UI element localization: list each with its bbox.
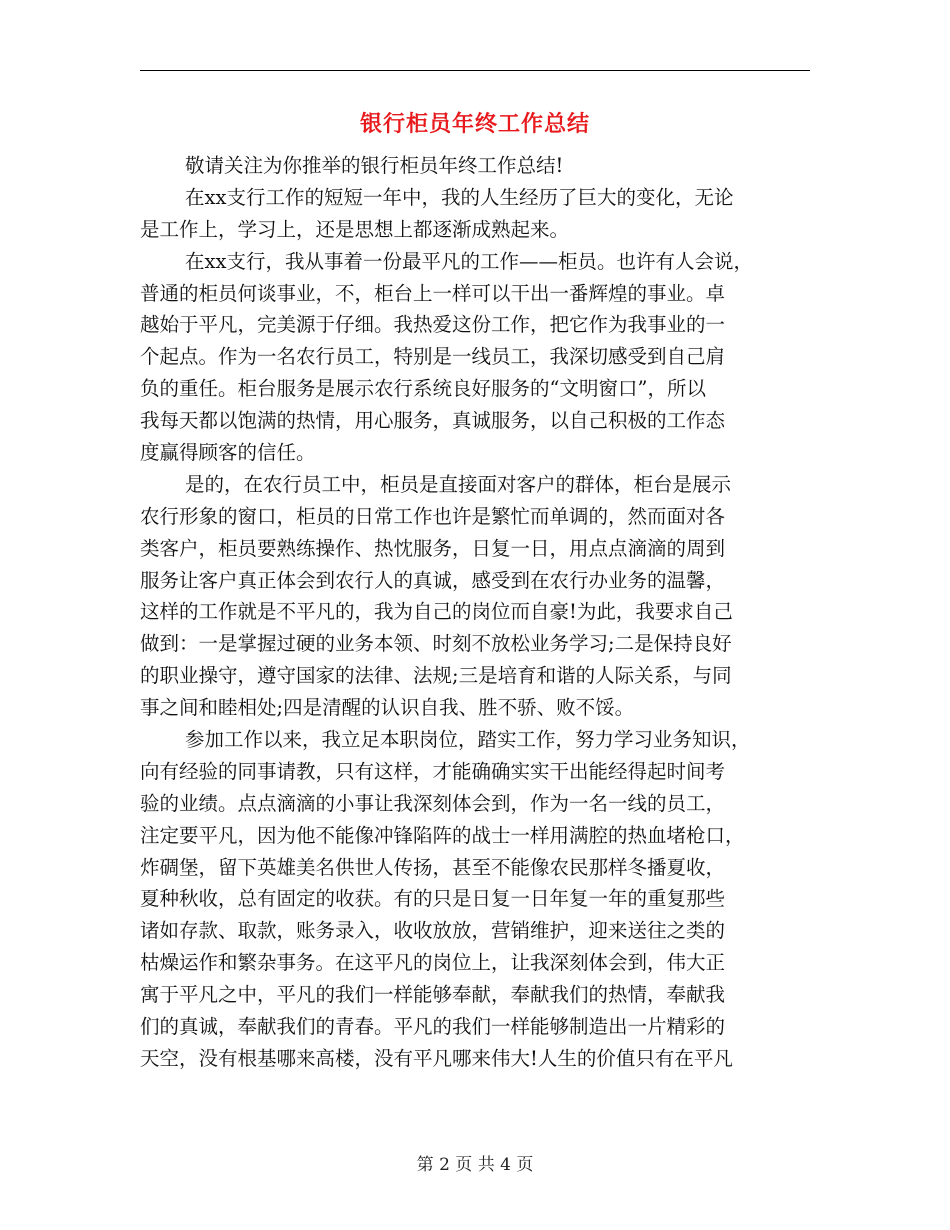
text-line: 敬请关注为你推举的银行柜员年终工作总结! — [185, 154, 564, 177]
text-line: 越始于平凡，完美源于仔细。我热爱这份工作，把它作为我事业的一 — [140, 313, 726, 337]
text-line: 向有经验的同事请教，只有这样，才能确确实实干出能经得起时间考 — [140, 759, 726, 783]
text-line: 在xx支行工作的短短一年中，我的人生经历了巨大的变化，无论 — [185, 185, 734, 209]
text-line: 夏种秋收，总有固定的收获。有的只是日复一日年复一年的重复那些 — [140, 887, 726, 911]
text-line: 在xx支行，我从事着一份最平凡的工作——柜员。也许有人会说， — [185, 249, 753, 273]
text-line: 寓于平凡之中，平凡的我们一样能够奉献，奉献我们的热情，奉献我 — [140, 983, 726, 1007]
text-line: 注定要平凡，因为他不能像冲锋陷阵的战士一样用满腔的热血堵枪口， — [140, 823, 745, 847]
text-line: 天空，没有根基哪来高楼，没有平凡哪来伟大!人生的价值只有在平凡 — [140, 1046, 733, 1070]
text-line: 诸如存款、取款，账务录入，收收放放，营销维护，迎来送往之类的 — [140, 919, 726, 943]
text-line: 负的重任。柜台服务是展示农行系统良好服务的“文明窗口”，所以 — [140, 377, 706, 401]
text-line: 做到：一是掌握过硬的业务本领、时刻不放松业务学习;二是保持良好 — [140, 632, 732, 656]
text-line: 个起点。作为一名农行员工，特别是一线员工，我深切感受到自己肩 — [140, 345, 726, 369]
text-line: 参加工作以来，我立足本职岗位，踏实工作，努力学习业务知识， — [185, 728, 751, 752]
text-line: 的职业操守，遵守国家的法律、法规;三是培育和谐的人际关系，与同 — [140, 664, 732, 688]
text-line: 农行形象的窗口，柜员的日常工作也许是繁忙而单调的，然而面对各 — [140, 504, 726, 528]
text-line: 们的真诚，奉献我们的青春。平凡的我们一样能够制造出一片精彩的 — [140, 1015, 726, 1039]
page-number-footer: 第 2 页 共 4 页 — [416, 1155, 534, 1175]
text-line: 这样的工作就是不平凡的，我为自己的岗位而自豪!为此，我要求自己 — [140, 600, 733, 624]
text-line: 事之间和睦相处;四是清醒的认识自我、胜不骄、败不馁。 — [140, 696, 635, 720]
text-line: 服务让客户真正体会到农行人的真诚，感受到在农行办业务的温馨， — [140, 568, 726, 592]
header-rule — [140, 70, 810, 71]
text-line: 炸碉堡，留下英雄美名供世人传扬，甚至不能像农民那样冬播夏收， — [140, 855, 726, 879]
text-line: 是工作上，学习上，还是思想上都逐渐成熟起来。 — [140, 217, 570, 241]
text-line: 是的，在农行员工中，柜员是直接面对客户的群体，柜台是展示 — [185, 472, 732, 496]
text-line: 枯燥运作和繁杂事务。在这平凡的岗位上，让我深刻体会到，伟大正 — [140, 951, 726, 975]
text-line: 验的业绩。点点滴滴的小事让我深刻体会到，作为一名一线的员工， — [140, 791, 726, 815]
text-line: 度赢得顾客的信任。 — [140, 441, 316, 465]
text-line: 类客户，柜员要熟练操作、热忱服务，日复一日，用点点滴滴的周到 — [140, 536, 726, 560]
document-title: 银行柜员年终工作总结 — [359, 111, 590, 137]
document-body — [140, 150, 810, 1075]
text-line: 我每天都以饱满的热情，用心服务，真诚服务，以自己积极的工作态 — [140, 409, 726, 433]
text-line: 普通的柜员何谈事业，不，柜台上一样可以干出一番辉煌的事业。卓 — [140, 281, 726, 305]
